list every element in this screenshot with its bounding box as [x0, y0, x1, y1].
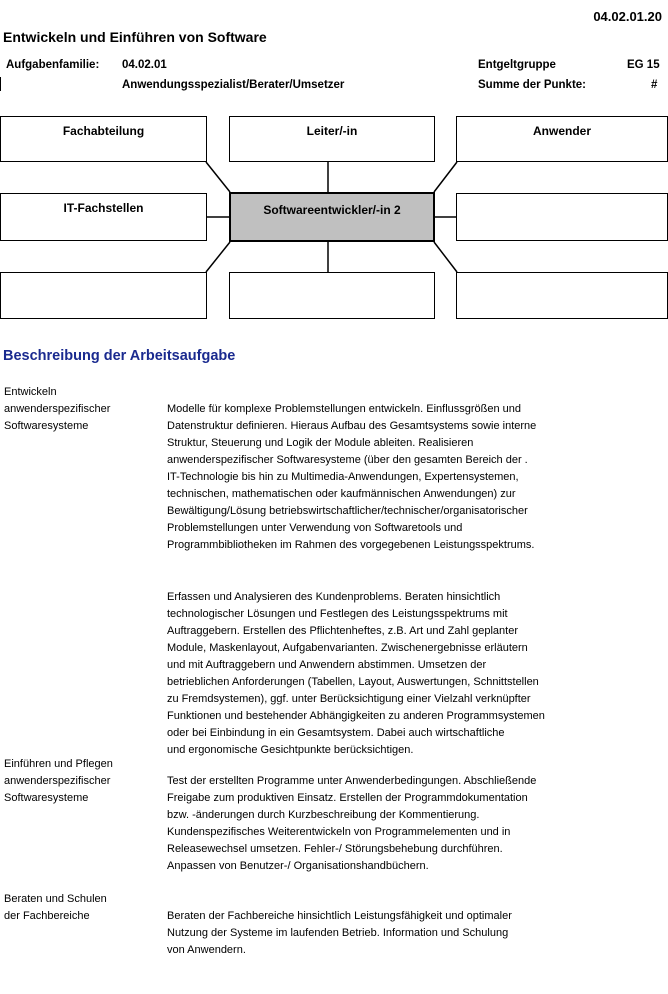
org-box-leiter — [229, 116, 435, 162]
section-title: Beschreibung der Arbeitsaufgabe — [3, 348, 236, 364]
org-box-label: IT-Fachstellen — [63, 201, 144, 215]
org-box-label: Anwender — [532, 124, 591, 138]
pay-group-value: EG 15 — [627, 59, 660, 71]
org-box-empty-bottom-middle — [229, 272, 435, 319]
org-box-empty-bottom-left — [0, 272, 207, 319]
task-label-entwickeln: Entwickeln anwenderspezifischer Softwaresysteme — [4, 386, 111, 432]
document-code: 04.02.01.20 — [593, 9, 662, 24]
points-value: # — [651, 79, 658, 91]
org-box-empty-bottom-right — [456, 272, 668, 319]
org-box-it-fachstellen — [0, 193, 207, 241]
org-box-empty-mid-right — [456, 193, 668, 241]
task-description-entwickeln — [167, 384, 587, 794]
family-label: Aufgabenfamilie: — [6, 59, 100, 71]
task-paragraph: Beraten der Fachbereiche hinsichtlich Leistungsfähigkeit und optimaler Nutzung der Systeme im laufenden Betrieb. Information und Schulung von Anwendern. — [167, 910, 512, 956]
org-box-fachabteilung — [0, 116, 207, 162]
org-box-label: Fachabteilung — [62, 124, 145, 138]
points-label: Summe der Punkte: — [478, 79, 586, 91]
family-code: 04.02.01 — [122, 59, 167, 71]
org-box-label: Leiter/-in — [306, 124, 358, 138]
task-description-beraten — [167, 891, 587, 994]
pay-group-label: Entgeltgruppe — [478, 59, 556, 71]
org-box-softwareentwickler — [229, 192, 435, 242]
family-name: Anwendungsspezialist/Berater/Umsetzer — [122, 79, 345, 91]
task-description-einfuehren — [167, 756, 587, 910]
page-title: Entwickeln und Einführen von Software — [3, 29, 267, 45]
task-label-beraten: Beraten und Schulen der Fachbereiche — [4, 893, 107, 922]
task-paragraph: Test der erstellten Programme unter Anwenderbedingungen. Abschließende Freigabe zum produktiven Einsatz. Erstellen der Programmdokumentation bzw. -änderungen durch Kurzbeschreibung der Kommentierung. Kundenspezifisches Weiterentwickeln von Programmelementen und in Releasewechsel umsetzen. Fehler-/ Störungsbehebung durchführen. Anpassen von Benutzer-/ Organisationshandbüchern. — [167, 775, 537, 872]
task-paragraph: Erfassen und Analysieren des Kundenproblems. Beraten hinsichtlich technologischer Lösungen und Festlegen des Leistungsspektrums mit Auftraggebern. Erstellen des Pflichtenheftes, z.B. Art und Zahl geplanter Module, Maskenlayout, Aufgabenvarianten. Zwischenergebnisse erläutern und mit Auftraggebern und Anwendern abstimmen. Umsetzen der betrieblichen Anforderungen (Tabellen, Layout, Auswertungen, Schnittstellen zu Fremdsystemen), ggf. unter Berücksichtigung einer Vielzahl verknüpfter Funktionen und bestehender Abhängigkeiten zu anderen Programmsystemen oder bei Einbindung in ein Gesamtsystem. Dabei auch wirtschaftliche und ergonomische Gesichtpunkte berücksichtigen. — [167, 591, 545, 756]
task-label-einfuehren: Einführen und Pflegen anwenderspezifischer Softwaresysteme — [4, 758, 113, 804]
org-box-label: Softwareentwickler/-in 2 — [263, 203, 401, 217]
org-box-anwender — [456, 116, 668, 162]
task-paragraph: Modelle für komplexe Problemstellungen entwickeln. Einflussgrößen und Datenstruktur definieren. Hieraus Aufbau des Gesamtsystems sowie interne Struktur, Steuerung und Logik der Module ableiten. Realisieren anwenderspezifischer Softwaresysteme (über den gesamten Bereich der . IT-Technologie bis hin zu Multimedia-Anwendungen, Expertensystemen, technischen, mathematischen oder kaufmännischen Anwendungen) zur Bewältigung/Lösung betriebswirtschaftlicher/technischer/organisatorischer Problemstellungen unter Verwendung von Softwaretools und Programmbibliotheken im Rahmen des vorgegebenen Leistungsspektrums. — [167, 403, 537, 551]
